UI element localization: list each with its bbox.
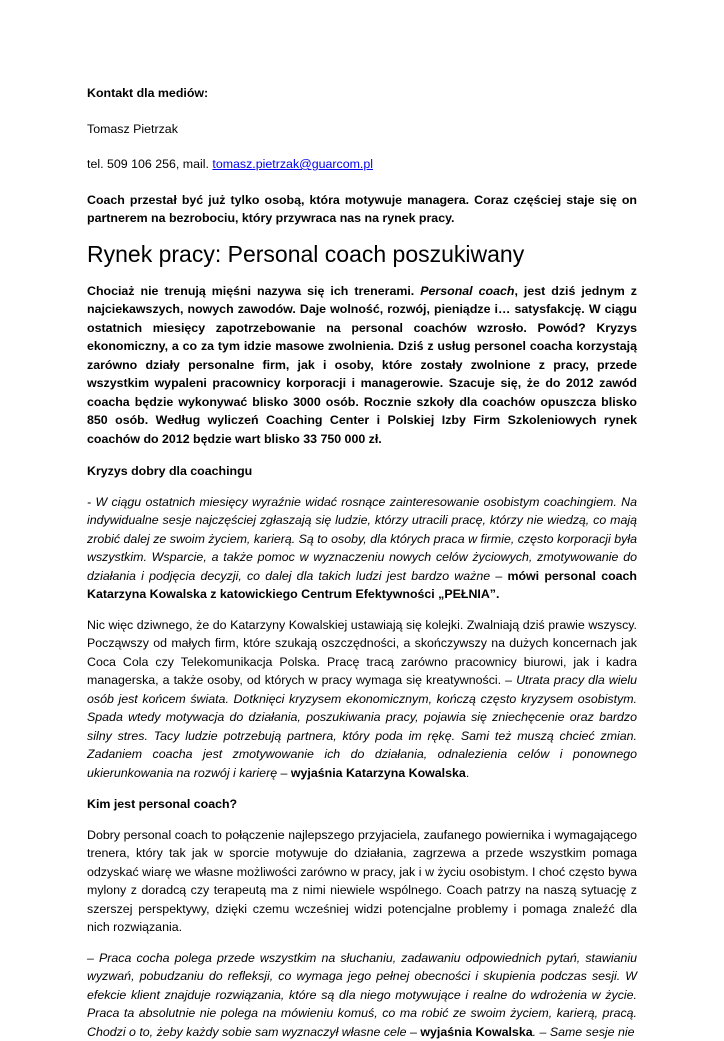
crisis-para-text: Nic więc dziwnego, że do Katarzyny Kowalskiej ustawiają się kolejki. Zwalniają dziś prawie wszyscy. Począwszy od małych firm, które szukają oszczędności, a skończywszy na dużych koncernach jak Coca Cola czy Telekomunikacja Polska. Pracę tracą zarówno pracownicy biurowi, jak i kadra managerska, a także osoby, od których w pracy wymaga się kreatywności. – xyxy=(87,618,637,688)
crisis-paragraph xyxy=(87,616,637,783)
crisis-para-quote: Utrata pracy dla wielu osób jest końcem świata. Dotknięci kryzysem ekonomicznym, kończą często kryzysem osobistym. Spada wtedy motywacja do działania, poszukiwania pracy, pojawia się zniechęcenie oraz bardzo silny stres. Tacy ludzie potrzebują partnera, który poda im rękę. Sami też muszą chcieć zmian. Zadaniem coacha jest zmotywowanie ich do działania, odnalezienia celów i ponownego ukierunkowania na rozwój i karierę xyxy=(87,673,637,780)
contact-phone: tel. 509 106 256, mail. xyxy=(87,157,212,171)
email-link[interactable]: tomasz.pietrzak@guarcom.pl xyxy=(212,157,373,171)
contact-heading: Kontakt dla mediów: xyxy=(87,84,637,103)
page-title: Rynek pracy: Personal coach poszukiwany xyxy=(87,240,637,268)
contact-name: Tomasz Pietrzak xyxy=(87,120,637,139)
crisis-para-end: . xyxy=(466,766,469,780)
crisis-attribution: mówi personal coach Katarzyna Kowalska z katowickiego Centrum Efektywności „PEŁNIA”. xyxy=(87,569,637,602)
section-heading-coach: Kim jest personal coach? xyxy=(87,795,637,814)
coach-attribution: wyjaśnia Kowalska xyxy=(420,1025,532,1039)
section-heading-crisis: Kryzys dobry dla coachingu xyxy=(87,462,637,481)
intro-part3: , jest dziś jednym z najciekawszych, nowych zawodów. Daje wolność, rozwój, pieniądze i… satysfakcję. W ciągu ostatnich miesięcy zapotrzebowanie na personal coachów wzrosło. Powód? Kryzys ekonomiczny, a co za tym idzie masowe zwolnienia. Dziś z usług personel coacha korzystają zarówno działy personalne firm, jak i osoby, które zostały zwolnione z pracy, przede wszystkim wypaleni pracownicy korporacji i managerowie. Szacuje się, że do 2012 zawód coacha będzie wykonywać blisko 3000 osób. Rocznie szkoły dla coachów opuszcza blisko 850 osób. Według wyliczeń Coaching Center i Polskiej Izby Firm Szkoleniowych rynek coachów do 2012 będzie wart blisko 33 750 000 zł. xyxy=(87,284,637,446)
crisis-para-dash: – xyxy=(277,766,291,780)
coach-tail: . – Same sesje nie xyxy=(533,1025,635,1039)
coach-quote: – Praca cocha polega przede wszystkim na słuchaniu, zadawaniu odpowiednich pytań, stawianiu wyzwań, pobudzaniu do refleksji, co wymaga jego pełnej obecności i skupienia podczas sesji. W efekcie klient znajduje rozwiązania, które są dla niego motywujące i realne do wdrożenia w życie. Praca ta absolutnie nie polega na mówieniu komuś, co ma robić ze swoim życiem, karierą, pracą. Chodzi o to, żeby każdy sobie sam wyznaczył własne cele xyxy=(87,951,637,1039)
coach-quote-paragraph xyxy=(87,949,637,1041)
coach-quote-dash: – xyxy=(407,1025,421,1039)
lead-paragraph: Coach przestał być już tylko osobą, która motywuje managera. Coraz częściej staje się on partnerem na bezrobociu, który przywraca nas na rynek pracy. xyxy=(87,191,637,228)
crisis-quote: - W ciągu ostatnich miesięcy wyraźnie widać rosnące zainteresowanie osobistym coachingiem. Na indywidualne sesje najczęściej zgłaszają się ludzie, którzy utracili pracę, którzy nie wiedzą, co mają zrobić dalej ze swoim życiem, karierą. Są to osoby, dla których praca w firmie, często korporacji była wszystkim. Wsparcie, a także pomoc w wyznaczeniu nowych celów życiowych, zmotywowanie do działania i podjęcia decyzji, co dalej dla takich ludzi jest bardzo ważne xyxy=(87,495,637,583)
crisis-quote-paragraph xyxy=(87,493,637,604)
contact-line xyxy=(87,155,637,174)
crisis-quote-dash: – xyxy=(490,569,507,583)
intro-paragraph xyxy=(87,282,637,449)
intro-italic: Personal coach xyxy=(420,284,514,298)
coach-paragraph: Dobry personal coach to połączenie najlepszego przyjaciela, zaufanego powiernika i wymagającego trenera, który tak jak w sporcie motywuje do działania, zagrzewa a przede wszystkim pomaga odzyskać wiarę we własne możliwości zarówno w pracy, jak i w życiu osobistym. I choć często bywa mylony z doradcą czy terapeutą ma z nimi niewiele wspólnego. Coach patrzy na naszą sytuację z szerszej perspektywy, dzięki czemu wcześniej widzi potencjalne problemy i pomaga znaleźć dla nich rozwiązania. xyxy=(87,826,637,937)
intro-part1: Chociaż nie trenują mięśni nazywa się ich trenerami. xyxy=(87,284,420,298)
crisis-para-attribution: wyjaśnia Katarzyna Kowalska xyxy=(291,766,466,780)
document-page xyxy=(87,84,637,1041)
